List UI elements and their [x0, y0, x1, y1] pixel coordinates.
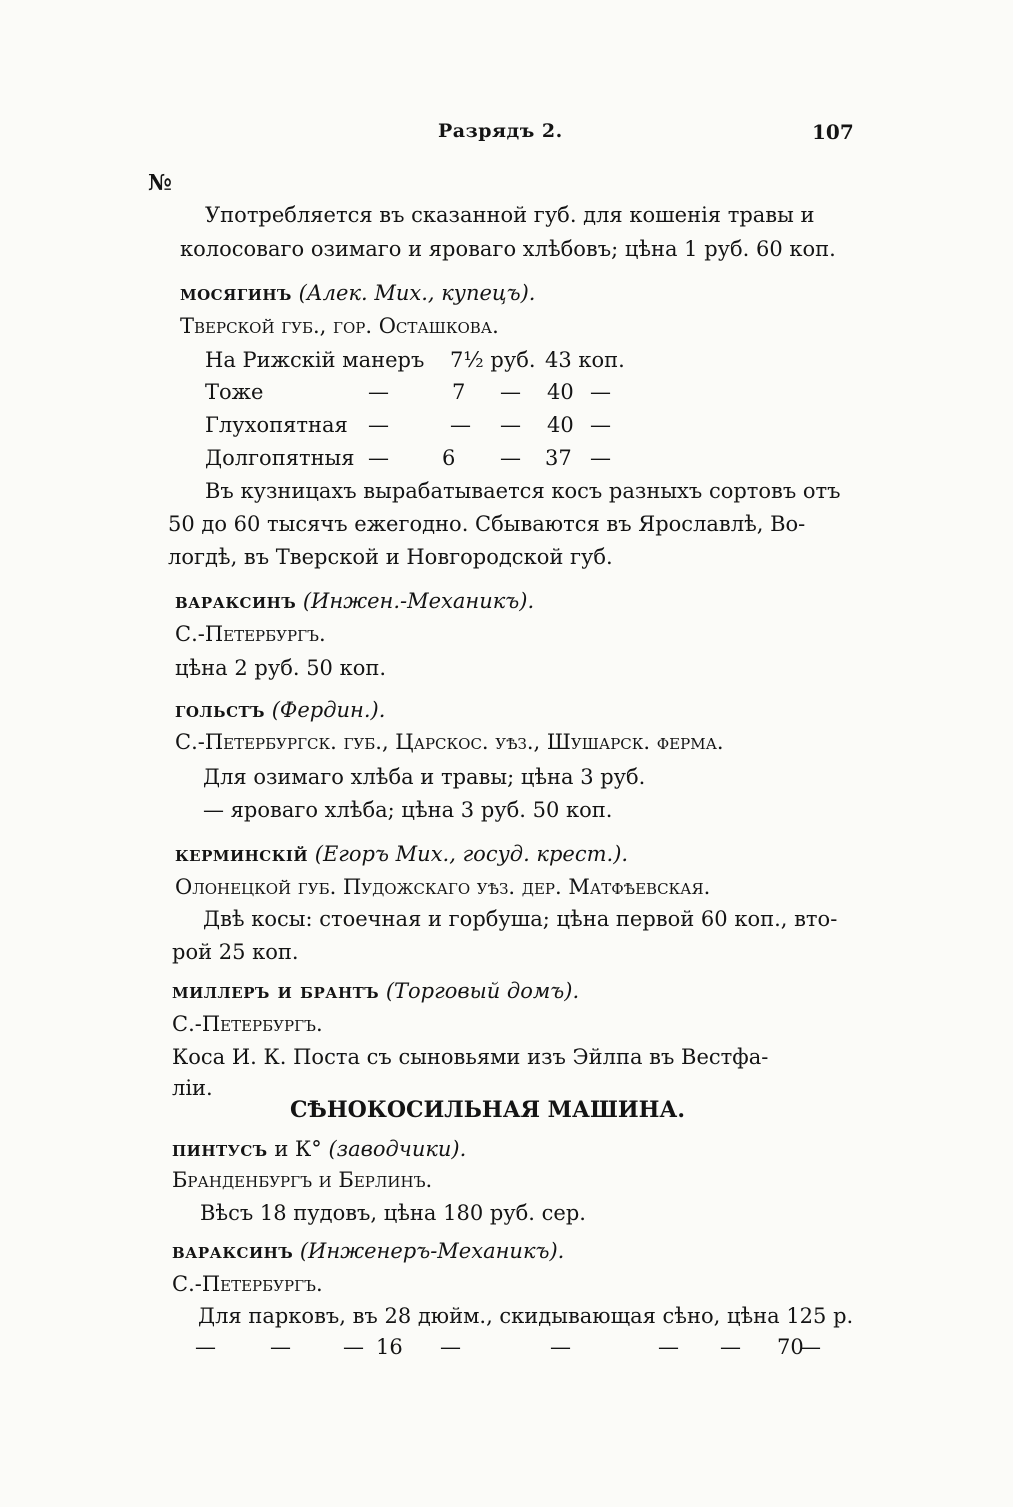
table-row-4-dash: — — [368, 446, 389, 470]
table-row-1-rub: 7½ руб. — [450, 348, 536, 372]
table-row-2-item: Тоже — [205, 380, 264, 404]
ditto-dash: — — [343, 1335, 364, 1359]
entry-pintus-heading — [172, 1136, 466, 1162]
entry-golst-line-2: — яроваго хлѣба; цѣна 3 руб. 50 коп. — [203, 798, 613, 822]
entry-title: (Инжен.-Механикъ). — [302, 589, 535, 613]
entry-title: (Егоръ Мих., госуд. крест.). — [314, 842, 629, 866]
table-row-2-dash: — — [368, 380, 389, 404]
entry-name: керминскій — [175, 841, 309, 866]
entry-varaksin2-place: С.-Петербургъ. — [172, 1272, 323, 1296]
entry-name: гольстъ — [175, 697, 266, 722]
table-row-3-rub: — — [450, 413, 471, 437]
table-row-1-kop: 43 коп. — [545, 348, 625, 372]
intro-line-2: колосоваго озимаго и яроваго хлѣбовъ; цѣна 1 руб. 60 коп. — [180, 237, 836, 261]
ditto-dash: — — [195, 1335, 216, 1359]
entry-title: (Торговый домъ). — [385, 979, 580, 1003]
entry-varaksin-place: С.-Петербургъ. — [175, 622, 326, 646]
table-row-3-dash: — — [590, 413, 611, 437]
ditto-dash: — — [440, 1335, 461, 1359]
entry-miller-place: С.-Петербургъ. — [172, 1012, 323, 1036]
entry-company-suffix: и К° — [267, 1137, 322, 1161]
table-row-4-kop: 37 — [545, 446, 572, 470]
line-2-price: 70 — [777, 1335, 804, 1359]
entry-name: мосягинъ — [180, 280, 292, 305]
entry-title: (Фердин.). — [271, 698, 386, 722]
intro-line-1: Употребляется въ сказанной губ. для кошенія травы и — [205, 203, 815, 227]
table-row-3-dash: — — [500, 413, 521, 437]
section-heading: СѢНОКОСИЛЬНАЯ МАШИНА. — [290, 1097, 685, 1123]
entry-pintus-line-1: Вѣсъ 18 пудовъ, цѣна 180 руб. сер. — [200, 1201, 586, 1225]
table-row-4-item: Долгопятныя — [205, 446, 355, 470]
entry-title: (Алек. Мих., купецъ). — [298, 281, 536, 305]
number-column-mark: № — [148, 170, 172, 196]
entry-name: вараксинъ — [172, 1238, 294, 1263]
entry-varaksin-price: цѣна 2 руб. 50 коп. — [175, 656, 387, 680]
entry-golst-line-1: Для озимаго хлѣба и травы; цѣна 3 руб. — [203, 765, 646, 789]
table-row-4-dash: — — [500, 446, 521, 470]
entry-mosyagin-place: Тверской губ., гор. Осташкова. — [180, 314, 499, 338]
entry-varaksin-heading — [175, 588, 534, 614]
entry-title: (Инженеръ-Механикъ). — [299, 1239, 565, 1263]
ditto-dash: — — [550, 1335, 571, 1359]
mosyagin-note-line-2: 50 до 60 тысячъ ежегодно. Сбываются въ Ярославлѣ, Во- — [168, 512, 806, 536]
entry-name: вараксинъ — [175, 588, 297, 613]
ditto-dash: — — [720, 1335, 741, 1359]
entry-miller-line-1: Коса И. К. Поста съ сыновьями изъ Эйлпа въ Вестфа- — [172, 1045, 769, 1069]
mosyagin-note-line-3: логдѣ, въ Тверской и Новгородской губ. — [168, 545, 613, 569]
page-number: 107 — [812, 120, 854, 144]
entry-kerminsky-place: Олонецкой губ. Пудожскаго уѣз. дер. Матфѣевская. — [175, 875, 711, 899]
table-row-4-rub: 6 — [442, 446, 456, 470]
line-2-size: 16 — [376, 1335, 403, 1359]
table-row-3-kop: 40 — [547, 413, 574, 437]
entry-kerminsky-line-2: рой 25 коп. — [172, 940, 299, 964]
entry-miller-heading — [172, 978, 579, 1004]
table-row-3-item: Глухопятная — [205, 413, 348, 437]
table-row-2-rub: 7 — [452, 380, 466, 404]
entry-golst-heading — [175, 697, 385, 723]
entry-title: (заводчики). — [328, 1137, 467, 1161]
running-header-section: Разрядъ 2. — [438, 120, 563, 142]
entry-varaksin2-line-1: Для парковъ, въ 28 дюйм., скидывающая сѣно, цѣна 125 р. — [198, 1304, 854, 1328]
table-row-1-item: На Рижскій манеръ — [205, 348, 425, 372]
entry-pintus-place: Бранденбургъ и Берлинъ. — [172, 1168, 433, 1192]
entry-miller-line-2: ліи. — [172, 1076, 213, 1100]
table-row-2-kop: 40 — [547, 380, 574, 404]
ditto-dash: — — [658, 1335, 679, 1359]
entry-kerminsky-heading — [175, 841, 628, 867]
entry-varaksin2-heading — [172, 1238, 564, 1264]
entry-name: миллеръ и брантъ — [172, 978, 380, 1003]
entry-kerminsky-line-1: Двѣ косы: стоечная и горбуша; цѣна первой 60 коп., вто- — [203, 907, 838, 931]
table-row-4-dash: — — [590, 446, 611, 470]
entry-name: пинтусъ — [172, 1136, 268, 1161]
table-row-2-dash: — — [590, 380, 611, 404]
entry-mosyagin-heading — [180, 280, 535, 306]
entry-golst-place: С.-Петербургск. губ., Царскос. уѣз., Шушарск. ферма. — [175, 730, 724, 754]
ditto-dash: — — [270, 1335, 291, 1359]
ditto-dash: — — [800, 1335, 821, 1359]
mosyagin-note-line-1: Въ кузницахъ вырабатывается косъ разныхъ сортовъ отъ — [205, 479, 841, 503]
table-row-3-dash: — — [368, 413, 389, 437]
table-row-2-dash: — — [500, 380, 521, 404]
